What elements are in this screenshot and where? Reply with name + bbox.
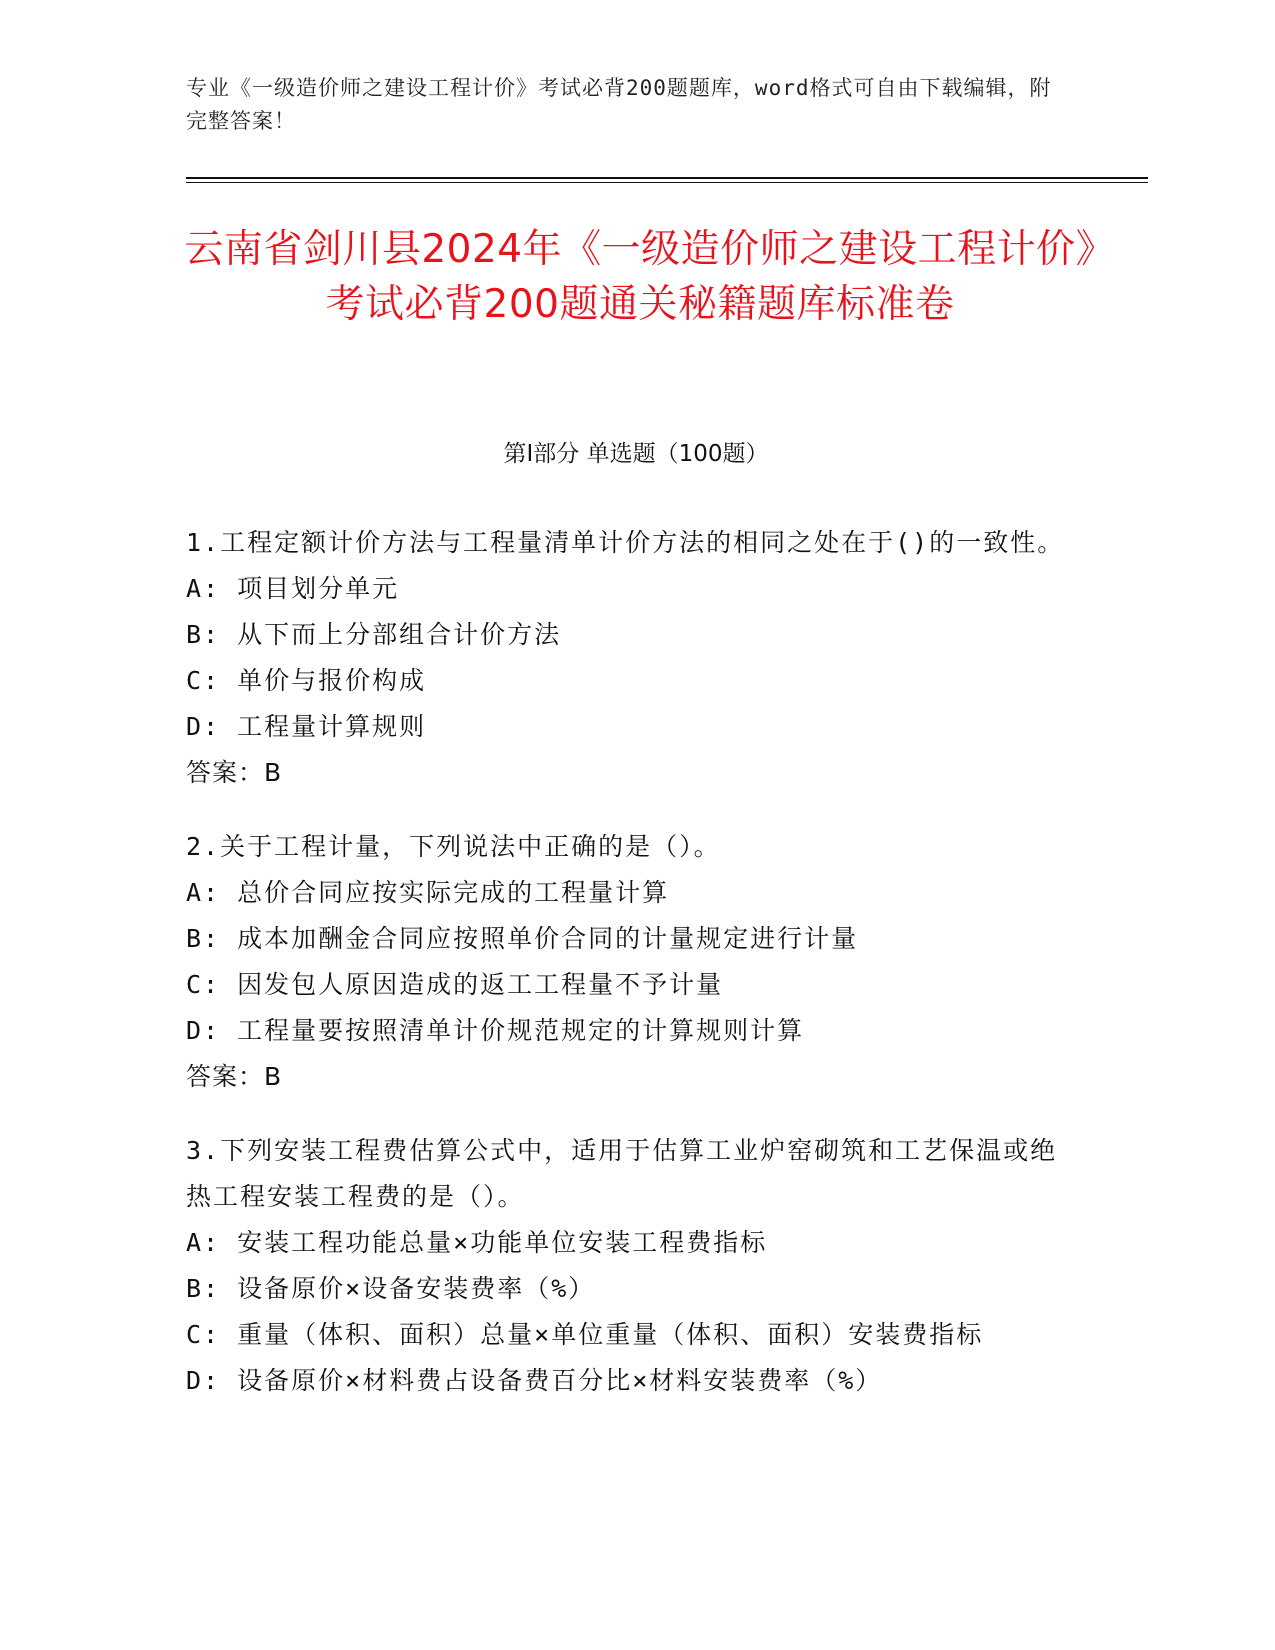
option-c: C: 单价与报价构成 — [186, 666, 427, 695]
question-stem: 1.工程定额计价方法与工程量清单计价方法的相同之处在于()的一致性。 — [186, 528, 1065, 557]
option-d: D: 设备原价×材料费占设备费百分比×材料安装费率（%） — [186, 1366, 883, 1395]
header-divider-thick — [186, 177, 1148, 179]
question-1 — [186, 520, 1066, 796]
document-title: 云南省剑川县2024年《一级造价师之建设工程计价》考试必背200题通关秘籍题库标准卷 — [184, 227, 1096, 327]
question-2 — [186, 824, 1066, 1100]
option-a: A: 安装工程功能总量×功能单位安装工程费指标 — [186, 1228, 768, 1257]
section-heading: 第I部分 单选题（100题） — [503, 441, 769, 467]
option-a: A: 总价合同应按实际完成的工程量计算 — [186, 878, 670, 907]
option-a: A: 项目划分单元 — [186, 574, 400, 603]
option-c: C: 重量（体积、面积）总量×单位重量（体积、面积）安装费指标 — [186, 1320, 984, 1349]
option-b: B: 从下而上分部组合计价方法 — [186, 620, 562, 649]
option-b: B: 设备原价×设备安装费率（%） — [186, 1274, 596, 1303]
question-3 — [186, 1128, 1066, 1404]
question-stem: 3.下列安装工程费估算公式中，适用于估算工业炉窑砌筑和工艺保温或绝热工程安装工程费的是（）。 — [186, 1136, 1058, 1211]
header-divider-thin — [186, 182, 1148, 183]
question-stem: 2.关于工程计量，下列说法中正确的是（）。 — [186, 832, 721, 861]
option-d: D: 工程量计算规则 — [186, 712, 427, 741]
option-b: B: 成本加酬金合同应按照单价合同的计量规定进行计量 — [186, 924, 859, 953]
header-note: 专业《一级造价师之建设工程计价》考试必背200题题库，word格式可自由下载编辑，附完整答案！ — [186, 76, 1052, 133]
option-d: D: 工程量要按照清单计价规范规定的计算规则计算 — [186, 1016, 805, 1045]
question-list — [186, 520, 1066, 1432]
option-c: C: 因发包人原因造成的返工工程量不予计量 — [186, 970, 724, 999]
answer-label: 答案：B — [186, 758, 283, 787]
answer-label: 答案：B — [186, 1062, 283, 1091]
